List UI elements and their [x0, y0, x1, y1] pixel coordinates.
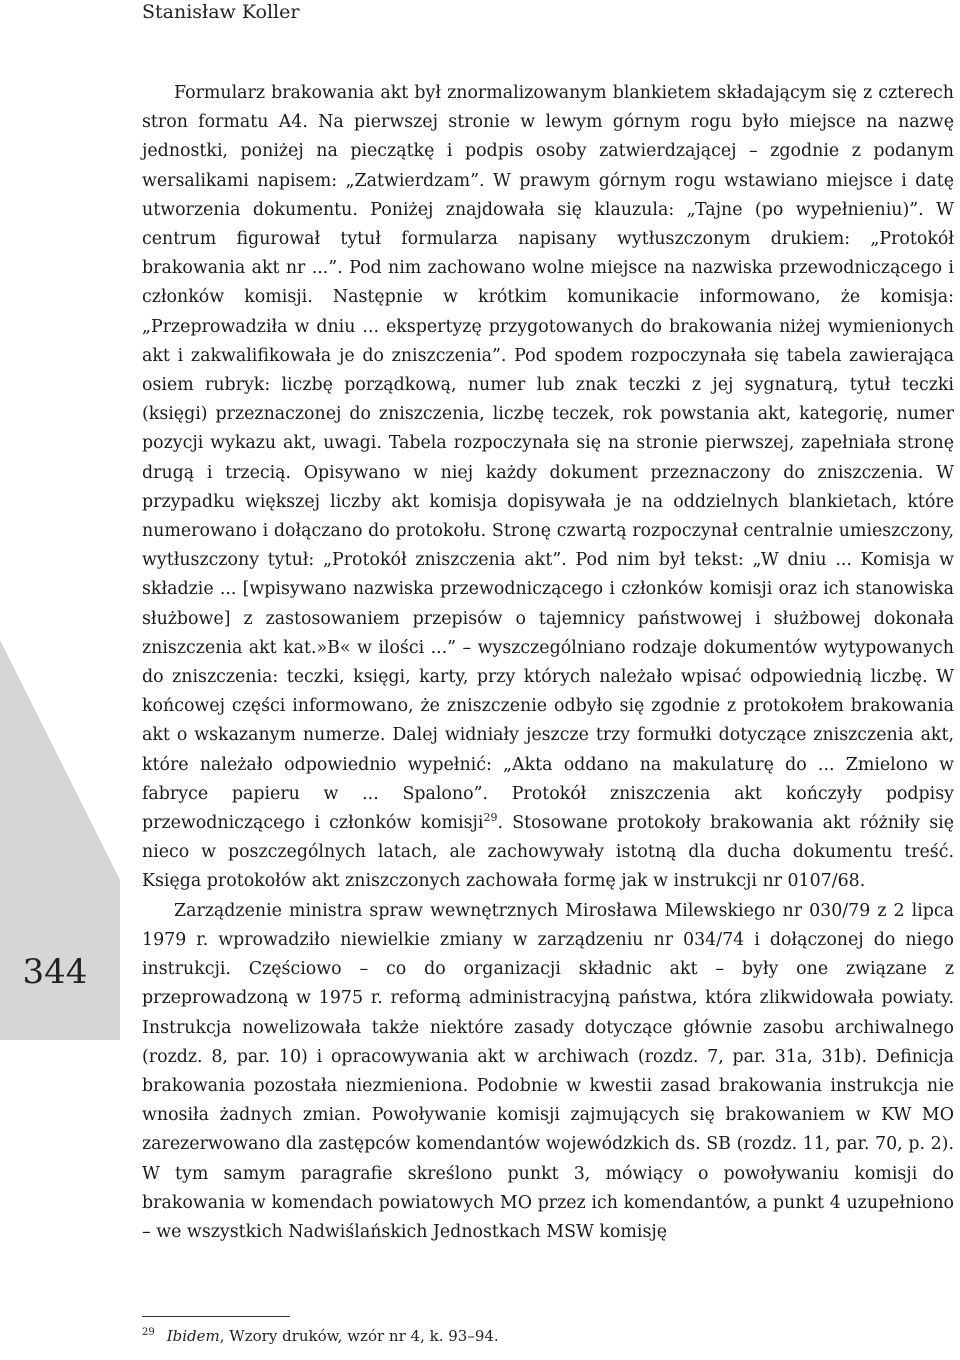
body-text [142, 79, 954, 1247]
footnote-rule [142, 1316, 290, 1317]
page-number: 344 [22, 952, 88, 992]
paragraph: Zarządzenie ministra spraw wewnętrznych Mirosława Milewskiego nr 030/79 z 2 lipca 1979 r. wprowadziło niewielkie zmiany w zarządzeniu nr 034/74 i dołączonej do niego instrukcji. Częściowo – co do organizacji składnic akt – były one związane z przeprowadzoną w 1975 r. reformą administracyjną państwa, która zlikwidowała powiaty. Instrukcja nowelizowała także niektóre zasady dotyczące głównie zasobu archiwalnego (rozdz. 8, par. 10) i opracowywania akt w archiwach (rozdz. 7, par. 31a, 31b). Definicja brakowania pozostała niezmieniona. Podobnie w kwestii zasad brakowania instrukcja nie wnosiła żadnych zmian. Powoływanie komisji zajmujących się brakowaniem w KW MO zarezerwowano dla zastępców komendantów wojewódzkich ds. SB (rozdz. 11, par. 70, p. 2). W tym samym paragrafie skreślono punkt 3, mówiący o powoływaniu komisji do brakowania w komendach powiatowych MO przez ich komendantów, a punkt 4 uzupełniono – we wszystkich Nadwiślańskich Jednostkach MSW komisję [142, 900, 954, 1242]
paragraph-text: . Stosowane protokoły brakowania akt różniły się nieco w poszczególnych latach, ale zachowywały istotną dla ducha dokumentu treść. Księga protokołów akt zniszczonych zachowała formę jak w instrukcji nr 0107/68. [142, 813, 954, 892]
footnote-number: 29 [142, 1327, 155, 1338]
paragraph [142, 79, 954, 897]
running-head-author: Stanisław Koller [142, 1, 300, 23]
footnote-italic: Ibidem [166, 1327, 220, 1345]
paragraph-text: Formularz brakowania akt był znormalizowanym blankietem składającym się z czterech stron formatu A4. Na pierwszej stronie w lewym górnym rogu było miejsce na nazwę jednostki, poniżej na pieczątkę i podpis osoby zatwierdzającej – zgodnie z podanym wersalikami napisem: „Zatwierdzam”. W prawym górnym rogu wstawiano miejsce i datę utworzenia dokumentu. Poniżej znajdowała się klauzula: „Tajne (po wypełnieniu)”. W centrum figurował tytuł formularza napisany wytłuszczonym drukiem: „Protokół brakowania akt nr ...”. Pod nim zachowano wolne miejsce na nazwiska przewodniczącego i członków komisji. Następnie w krótkim komunikacie informowano, że komisja: „Przeprowadziła w dniu ... ekspertyzę przygotowanych do brakowania niżej wymienionych akt i zakwalifikowała je do zniszczenia”. Pod spodem rozpoczynała się tabela zawierająca osiem rubryk: liczbę porządkową, numer lub znak teczki z jej sygnaturą, tytuł teczki (księgi) przeznaczonej do zniszczenia, liczbę teczek, rok powstania akt, kategorię, numer pozycji wykazu akt, uwagi. Tabela rozpoczynała się na stronie pierwszej, zapełniała stronę drugą i trzecią. Opisywano w niej każdy dokument przeznaczony do zniszczenia. W przypadku większej liczby akt komisja dopisywała je na oddzielnych blankietach, które numerowano i dołączano do protokołu. Stronę czwartą rozpoczynał centralnie umieszczony, wytłuszczony tytuł: „Protokół zniszczenia akt”. Pod nim był tekst: „W dniu ... Komisja w składzie ... [wpisywano nazwiska przewodniczącego i członków komisji oraz ich stanowiska służbowe] z zastosowaniem przepisów o tajemnicy państwowej i służbowej dokonała zniszczenia akt kat.»B« w ilości ...” – wyszczególniano rodzaje dokumentów wytypowanych do zniszczenia: teczki, księgi, karty, przy których należało wpisać odpowiednią liczbę. W końcowej części informowano, że zniszczenie odbyło się zgodnie z protokołem brakowania akt o wskazanym numerze. Dalej widniały jeszcze trzy formułki dotyczące zniszczenia akt, które należało odpowiednio wypełnić: „Akta oddano na makulaturę do ... Zmielono w fabryce papieru w ... Spalono”. Protokół zniszczenia akt kończyły podpisy przewodniczącego i członków komisji [142, 83, 954, 834]
footnote [142, 1325, 954, 1347]
footnote-text: , Wzory druków, wzór nr 4, k. 93–94. [219, 1327, 499, 1345]
footnote-reference[interactable]: 29 [483, 811, 498, 825]
